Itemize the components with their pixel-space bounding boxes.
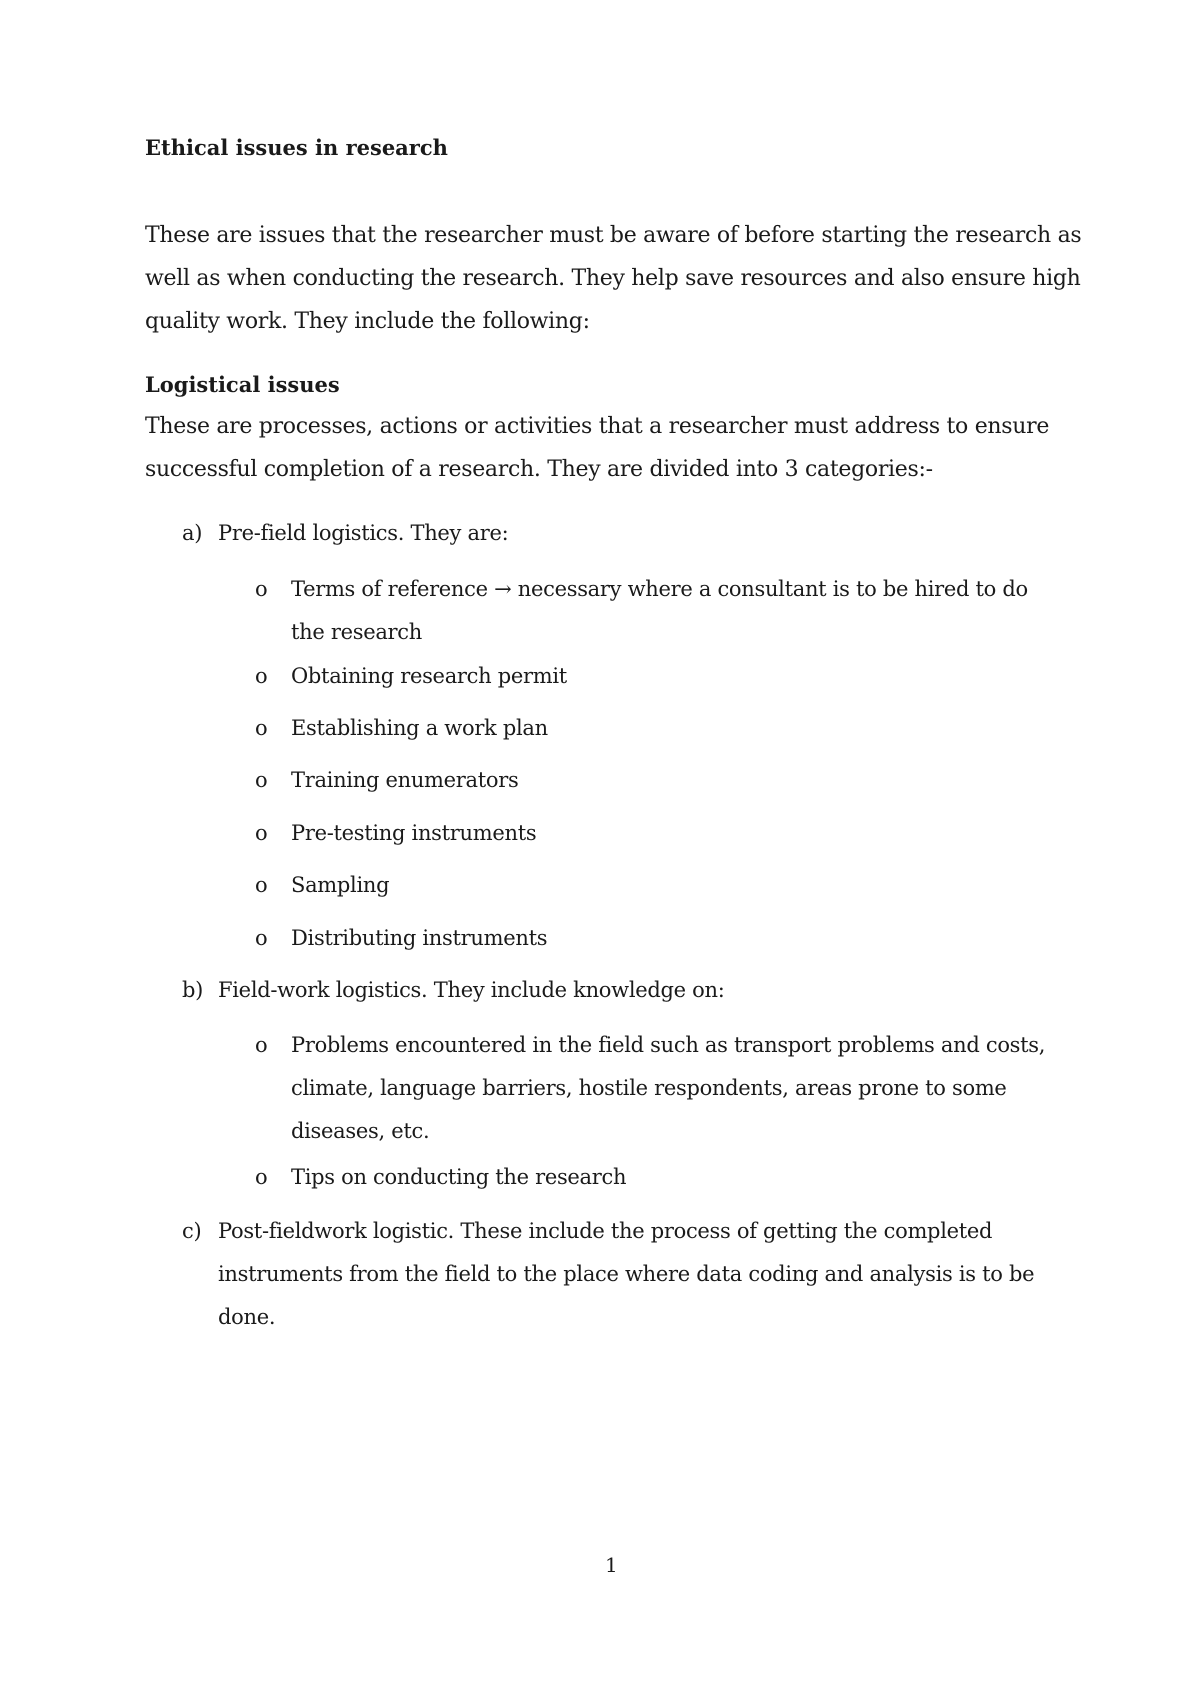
list-item-text: Tips on conducting the research <box>291 1165 627 1189</box>
section-intro-paragraph: These are processes, actions or activities that a researcher must address to ensure successful completion of a research. They are divided into 3 categories:- <box>145 414 1050 482</box>
bullet-icon: o <box>255 926 268 950</box>
list-item-text: Pre-testing instruments <box>291 821 537 845</box>
section-heading: Logistical issues <box>145 372 340 397</box>
bullet-icon: o <box>255 664 268 688</box>
list-item-text: Problems encountered in the field such as transport problems and costs, climate, language barriers, hostile respondents, areas prone to some diseases, etc. <box>291 1033 1046 1143</box>
category-marker: c) <box>182 1219 202 1243</box>
intro-paragraph: These are issues that the researcher must be aware of before starting the research as well as when conducting the research. They help save resources and also ensure high quality work. They include the following: <box>145 223 1082 334</box>
list-item-text: Terms of reference → necessary where a consultant is to be hired to do the research <box>291 577 1028 644</box>
document-title: Ethical issues in research <box>145 135 448 160</box>
category-text: Post-fieldwork logistic. These include the process of getting the completed instruments from the field to the place where data coding and analysis is to be done. <box>218 1219 1035 1329</box>
bullet-icon: o <box>255 821 268 845</box>
list-item-text: Obtaining research permit <box>291 664 567 688</box>
bullet-icon: o <box>255 768 268 792</box>
category-marker: a) <box>182 521 203 545</box>
category-text: Pre-field logistics. They are: <box>218 521 509 545</box>
list-item-text: Establishing a work plan <box>291 716 548 740</box>
category-text: Field-work logistics. They include knowledge on: <box>218 978 725 1002</box>
bullet-icon: o <box>255 1165 268 1189</box>
list-item-text: Training enumerators <box>291 768 519 792</box>
document-page <box>145 0 1105 1696</box>
bullet-icon: o <box>255 873 268 897</box>
bullet-icon: o <box>255 577 268 601</box>
list-item-text: Sampling <box>291 873 390 897</box>
category-marker: b) <box>182 978 204 1002</box>
list-item-text: Distributing instruments <box>291 926 548 950</box>
page-number: 1 <box>605 1553 618 1577</box>
bullet-icon: o <box>255 1033 268 1057</box>
bullet-icon: o <box>255 716 268 740</box>
